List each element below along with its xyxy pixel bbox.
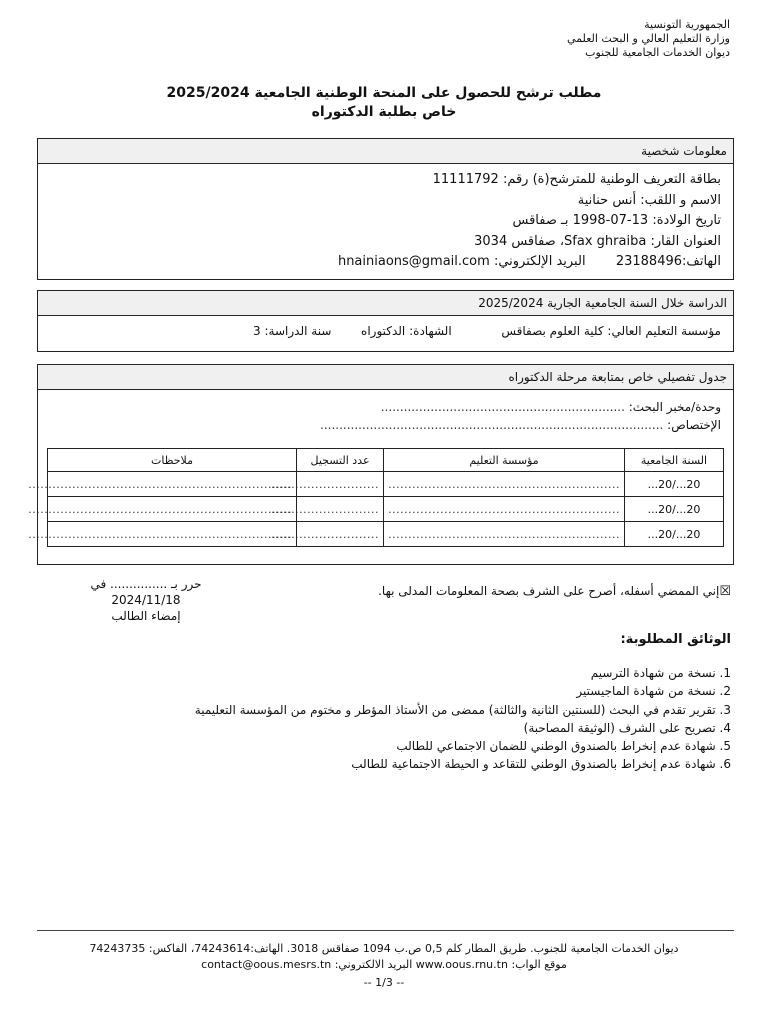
email-label: البريد الإلكتروني: [493,254,586,269]
list-item: 2. نسخة من شهادة الماجيستير [576,684,731,699]
signature-block [56,576,236,624]
footer-divider [37,930,734,931]
title-line-2: خاص بطلبة الدكتوراه [311,104,457,120]
list-item: 5. شهادة عدم إنخراط بالصندوق الوطني للضمان الاجتماعي للطالب [396,739,731,754]
address-row [46,232,721,253]
footer-address: ديوان الخدمات الجامعية للجنوب. طريق المطار كلم 0,5 ص.ب 1094 صفاقس 3018. الهاتف:74243614، الفاكس: 74243735 [89,942,679,955]
ministry-header [567,18,730,60]
cell-notes[interactable]: .................................................................. [48,472,297,497]
cell-notes[interactable]: .................................................................. [48,497,297,522]
cell-registration[interactable]: ........................... [297,472,384,497]
address-label: العنوان القار: [650,233,721,249]
year-label: سنة الدراسة: [264,324,332,338]
study-heading: الدراسة خلال السنة الجامعية الجارية 2025/2024 [38,291,733,316]
col-registration: عدد التسجيل [297,449,384,472]
header-republic: الجمهورية التونسية [644,18,730,31]
id-row [46,170,721,191]
declaration-text: إني الممضي أسفله، أصرح على الشرف بصحة المعلومات المدلى بها. [378,584,720,598]
table-row [48,522,724,547]
cell-year[interactable]: 20.../20... [624,472,723,497]
col-academic-year: السنة الجامعية [624,449,723,472]
list-item: 3. تقرير تقدم في البحث (للسنتين الثانية والثالثة) ممضى من الأستاذ المؤطر و مختوم من المؤسسة التعليمية [194,702,731,717]
name-value: أنس حنانية [577,192,637,208]
cell-institution[interactable]: .......................................................... [384,522,625,547]
specialty-label: الإختصاص: [667,418,721,432]
list-item: 4. تصريح على الشرف (الوثيقة المصاحبة) [523,720,731,735]
study-body [38,316,733,342]
personal-info-section [37,138,734,280]
documents-heading: الوثائق المطلوبة: [620,632,731,647]
footer-contact: موقع الواب: www.oous.rnu.tn البريد الالكتروني: contact@oous.mesrs.tn [201,958,567,971]
cell-year[interactable]: 20.../20... [624,497,723,522]
birth-value: 13-07-1998 بـ صفاقس [512,213,649,228]
cell-registration[interactable]: ........................... [297,497,384,522]
signature-place-date: حرر بـ ............... في 2024/11/18 [90,577,202,607]
phone-value: 23188496 [615,254,683,269]
doctorate-body [38,390,733,438]
header-ministry: وزارة التعليم العالي و البحث العلمي [567,32,730,45]
cell-institution[interactable]: .......................................................... [384,472,625,497]
lab-row [46,398,721,416]
cell-year[interactable]: 20.../20... [624,522,723,547]
institution-label: مؤسسة التعليم العالي: [607,324,721,338]
specialty-row [46,416,721,434]
study-section [37,290,734,352]
birth-label: تاريخ الولادة: [652,213,721,228]
list-item: 6. شهادة عدم إنخراط بالصندوق الوطني للتقاعد و الحيطة الاجتماعية للطالب [351,757,731,772]
table-row [48,472,724,497]
degree-label: الشهادة: [409,324,452,338]
email-value: hnainiaons@gmail.com [337,254,490,269]
declaration-checkbox[interactable]: ☒ [719,584,731,599]
cell-institution[interactable]: .......................................................... [384,497,625,522]
degree-value: الدكتوراه [361,324,406,338]
declaration [378,584,731,599]
specialty-field[interactable]: .......................................................................................... [320,418,664,432]
institution-value: كلية العلوم بصفاقس [501,324,604,338]
col-institution: مؤسسة التعليم [384,449,625,472]
document-title [0,84,768,122]
title-line-1: مطلب ترشح للحصول على المنحة الوطنية الجامعية 2025/2024 [166,85,602,101]
id-label: بطاقة التعريف الوطنية للمترشح(ة) رقم: [502,172,721,187]
personal-info-body [38,164,733,277]
phone-label: الهاتف: [682,254,721,269]
year-value: 3 [253,324,261,338]
birth-row [46,211,721,232]
table-row [48,497,724,522]
cell-notes[interactable]: .................................................................. [48,522,297,547]
id-value: 11111792 [432,172,499,187]
personal-info-heading: معلومات شخصية [38,139,733,164]
col-notes: ملاحظات [48,449,297,472]
list-item: 1. نسخة من شهادة الترسيم [590,666,731,680]
lab-label: وحدة/مخبر البحث: [628,400,721,414]
page-number: -- 1/3 -- [363,976,405,989]
name-row [46,191,721,212]
doctorate-heading: جدول تفصيلي خاص بمتابعة مرحلة الدكتوراه [38,365,733,390]
name-label: الاسم و اللقب: [640,192,721,208]
doctorate-table [28,448,724,547]
documents-list [195,664,731,774]
cell-registration[interactable]: ........................... [297,522,384,547]
table-header-row [48,449,724,472]
address-value: Sfax ghraiba، صفاقس 3034 [474,233,647,249]
contact-row [46,252,721,273]
header-office: ديوان الخدمات الجامعية للجنوب [585,46,730,59]
signature-label: إمضاء الطالب [111,609,181,623]
lab-field[interactable]: ................................................................ [380,400,625,414]
